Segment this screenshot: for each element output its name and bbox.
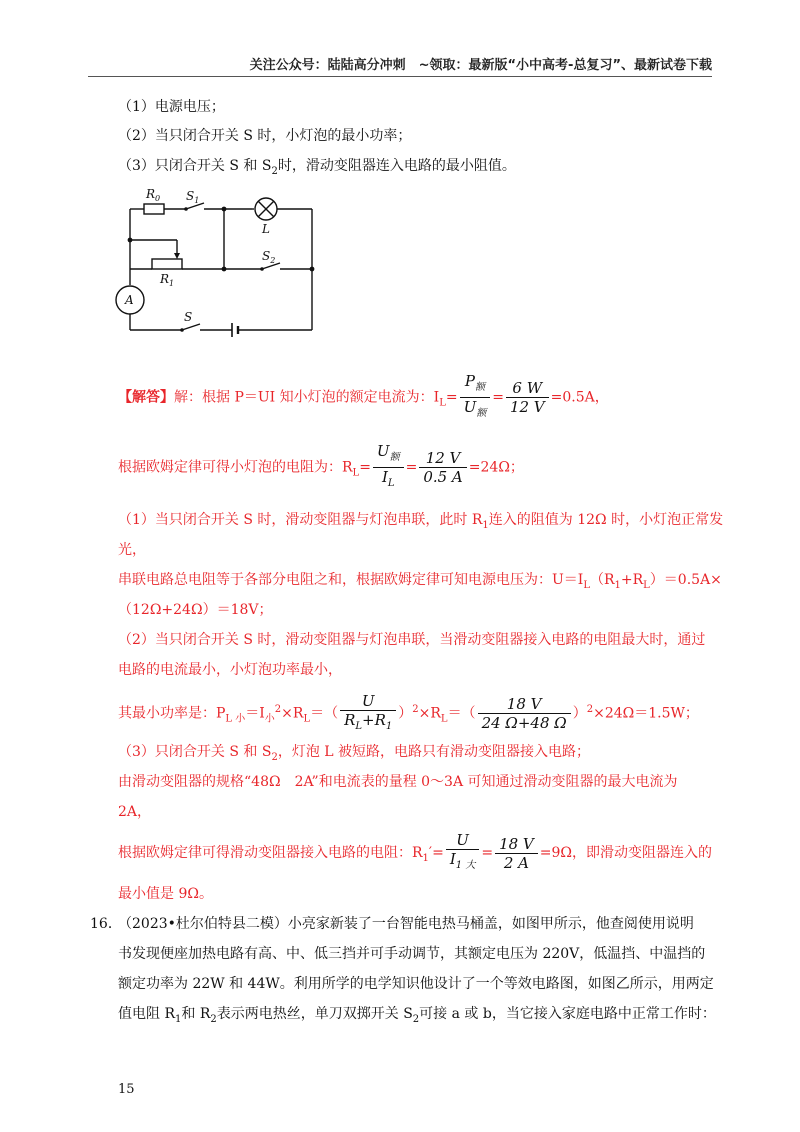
answer-part3-e: 最小值是 9Ω。	[118, 886, 213, 902]
page-header: 关注公众号：陆陆高分冲刺 ~领取：最新版“小中高考-总复习”、最新试卷下载	[249, 58, 712, 73]
question-16-number: 16．	[90, 916, 122, 932]
question-1: （1）电源电压；	[118, 99, 225, 115]
fraction-p-over-u: $\frac{P_额}{U_额}$	[460, 372, 491, 423]
page-number: 15	[118, 1082, 135, 1097]
answer-part2-b: 电路的电流最小，小灯泡功率最小，	[118, 662, 342, 678]
fraction-12v-05a: $\frac{12 V}{0.5 A}$	[419, 449, 466, 486]
label-ammeter: A	[125, 293, 134, 307]
label-lamp: L	[262, 222, 270, 236]
header-rule	[88, 76, 712, 77]
answer-part2-power: 其最小功率是：$P_{L 小}=I_小^2\times R_L=$（ $\frac{U}{R_L+R_1}$ ）$^2\times R_L=$（ $\frac{18 V}{24 \Omega+48 \Omega}$ ）$^2$×24Ω＝1.5W；	[118, 686, 699, 743]
fraction-18v-2a: $\frac{18 V}{2 A}$	[495, 835, 538, 872]
question-16-line4: 值电阻 $R_1$和 $R_2$表示两电热丝，单刀双掷开关 $S_2$可接 a 或 b，当它接入家庭电路中正常工作时：	[118, 1006, 716, 1025]
answer-part1-d: （12Ω+24Ω）＝18V；	[118, 602, 273, 618]
fraction-u-over-imax: $\frac{U}{I_{1 大}}$	[446, 831, 479, 875]
label-s1: $S_1$	[186, 189, 200, 205]
label-r1: $R_1$	[160, 272, 175, 288]
fraction-u-over-i: $\frac{U_额}{I_L}$	[373, 442, 404, 493]
circuit-diagram	[112, 183, 332, 343]
fraction-6w-12v: $\frac{6 W}{12 V}$	[506, 379, 549, 416]
answer-part1-b: 光，	[118, 542, 146, 558]
answer-part3-c: 2A，	[118, 804, 152, 820]
resistor-r0	[144, 204, 164, 214]
answer-resistance: 根据欧姆定律可得小灯泡的电阻为：$R_L=$ $\frac{U_额}{I_L}$ = $\frac{12 V}{0.5 A}$ =24Ω；	[118, 442, 524, 497]
question-16-line3: 额定功率为 22W 和 44W。利用所学的电学知识他设计了一个等效电路图，如图乙所示，用两定	[118, 976, 714, 992]
answer-part2-a: （2）当只闭合开关 S 时，滑动变阻器与灯泡串联，当滑动变阻器接入电路的电阻最大时，通过	[118, 632, 706, 648]
fraction-u-over-sum: $\frac{U}{R_L+R_1}$	[340, 692, 396, 736]
label-s: S	[184, 310, 193, 324]
label-r0: $R_0$	[146, 187, 161, 203]
question-3: （3）只闭合开关 S 和 $S_2$时，滑动变阻器连入电路的最小阻值。	[118, 158, 516, 177]
rheostat-r1	[152, 259, 182, 269]
question-16-line1: （2023•杜尔伯特县二模）小亮家新装了一台智能电热马桶盖，如图甲所示，他查阅使用说明	[118, 916, 694, 932]
answer-part3-resistance: 根据欧姆定律可得滑动变阻器接入电路的电阻：$R_1'=$ $\frac{U}{I_{1 大}}$ = $\frac{18 V}{2 A}$ =9Ω，即滑动变阻器连入的	[118, 829, 712, 883]
answer-part1-c: 串联电路总电阻等于各部分电阻之和，根据欧姆定律可知电源电压为：$U=I_L(R_1+R_L)=0.5A\times$	[118, 572, 722, 591]
answer-part1-a: （1）当只闭合开关 S 时，滑动变阻器与灯泡串联，此时 $R_1$连入的阻值为 12Ω 时，小灯泡正常发	[118, 512, 724, 531]
answer-part3-b: 由滑动变阻器的规格“48Ω 2A”和电流表的量程 0～3A 可知通过滑动变阻器的最大电流为	[118, 774, 678, 790]
question-16-line2: 书发现便座加热电路有高、中、低三挡并可手动调节，其额定电压为 220V，低温挡、中温挡的	[118, 946, 706, 962]
fraction-18v-over-72ohm: $\frac{18 V}{24 \Omega+48 \Omega}$	[478, 695, 571, 732]
answer-intro: 【解答】解：根据 P＝UI 知小灯泡的额定电流为：$I_L=$ $\frac{P_额}{U_额}$ = $\frac{6 W}{12 V}$ =0.5A，	[118, 372, 609, 427]
answer-part3-a: （3）只闭合开关 S 和 $S_2$，灯泡 L 被短路，电路只有滑动变阻器接入电路；	[118, 744, 591, 763]
label-s2: $S_2$	[262, 249, 276, 265]
question-2: （2）当只闭合开关 S 时，小灯泡的最小功率；	[118, 128, 412, 144]
